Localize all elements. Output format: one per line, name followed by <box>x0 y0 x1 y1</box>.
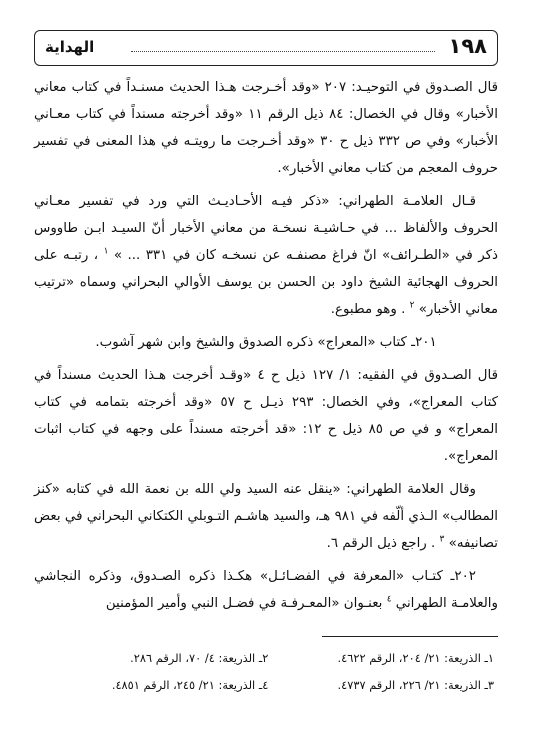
header-dotted-leader <box>131 51 435 52</box>
footnote-3: ٣ـ الذريعة: ٢١/ ٢٢٦، الرقم ٤٧٣٧. <box>337 678 494 692</box>
footnotes <box>60 645 494 699</box>
entry-heading-201: ٢٠١ـ كتاب «المعراج» ذكره الصدوق والشيخ وابن شهر آشوب. <box>95 335 437 350</box>
paragraph-text: قـال العلامـة الطهراني: «ذكر فيـه الأحـاديـث التي ورد في تفسير معـاني الحروف والألفاظ ... في حـاشيـة نسخـة من معاني الأخبار أنّ السيـد ابـن طاووس ذكر في «الطـرائف» انّ فراغ مصنفـه عن نسخـه كان في ٣٣١ ... » <box>34 194 498 263</box>
footnote-ref-4[interactable]: ٤ <box>386 594 392 605</box>
page-header <box>34 30 498 66</box>
footnote-separator <box>322 636 498 637</box>
paragraph-tawhid-references: قال الصـدوق في التوحيـد: ٢٠٧ «وقد أخـرجت هـذا الحديث مسنـداً في كتاب معاني الأخبار» وقال في الخصال: ٨٤ ذيل الرقم ١١ «وقد أخرجته مسنداً في كتاب معـاني الأخبار» وفي ص ٣٣٢ ذيل ح ٣٠ «وقد أخـرجت ما رويتـه في هذا المعنى في تفسير حروف المعجم من كتاب معاني الأخبار». <box>34 80 499 176</box>
paragraph-tehrani-note <box>34 188 498 323</box>
footnote-ref-2[interactable]: ٢ <box>409 300 415 311</box>
paragraph-text: وقال العلامة الطهراني: «ينقل عنه السيد ولي الله بن نعمة الله في كتابه «كنز المطالب» الـذي ألّفه في ٩٨١ هـ، والسيد هاشـم التـوبلي الكتكاني البحراني في بعض تصانيفه» <box>34 482 499 551</box>
footnote-ref-1[interactable]: ١ <box>103 246 109 257</box>
paragraph-text: . راجع ذيل الرقم ٦. <box>326 536 436 551</box>
footnote-row <box>60 645 494 672</box>
footnote-row <box>60 672 494 699</box>
paragraph-text: بعنـوان «المعـرفـة في فضـل النبي وأمير المؤمنين <box>105 596 383 611</box>
paragraph-kanz-almatalib <box>34 476 498 557</box>
paragraph-text: ، رتبـه على الحروف الهجائية الشيخ داود بن الحسن بن يوسف الأوالي البحراني وسماه «ترتيب معاني الأخبار» <box>34 248 498 317</box>
footnote-2: ٢ـ الذريعة: ٤/ ٧٠، الرقم ٢٨٦. <box>130 651 269 665</box>
paragraph-text: . وهو مطبوع. <box>330 302 406 317</box>
page-number: ١٩٨ <box>448 34 487 58</box>
paragraph-text: ٢٠٢ـ كتـاب «المعرفة في الفضـائـل» هكـذا ذكره الصـدوق، وذكره النجاشي والعلامـة الطهراني <box>34 569 498 611</box>
paragraph-faqih-references: قال الصـدوق في الفقيه: ١/ ١٢٧ ذيل ح ٤ «وقـد أخرجت هـذا الحديث مسنداً في كتاب المعراج»، وفي الخصال: ٢٩٣ ذيـل ح ٥٧ «وقد أخرجته بتمامه في كتاب المعراج» و في ص ٨٥ ذيل ح ١٢: «قد أخرجته مسنداً على وجهه في كتاب اثبات المعراج». <box>34 368 498 464</box>
footnote-ref-3[interactable]: ٣ <box>439 534 445 545</box>
footnote-1: ١ـ الذريعة: ٢١/ ٢٠٤، الرقم ٤٦٢٢. <box>337 651 494 665</box>
entry-heading-202 <box>34 563 498 617</box>
running-title: الهداية <box>45 38 95 56</box>
main-text <box>34 74 498 623</box>
footnote-4: ٤ـ الذريعة: ٢١/ ٢٤٥، الرقم ٤٨٥١. <box>111 678 269 692</box>
